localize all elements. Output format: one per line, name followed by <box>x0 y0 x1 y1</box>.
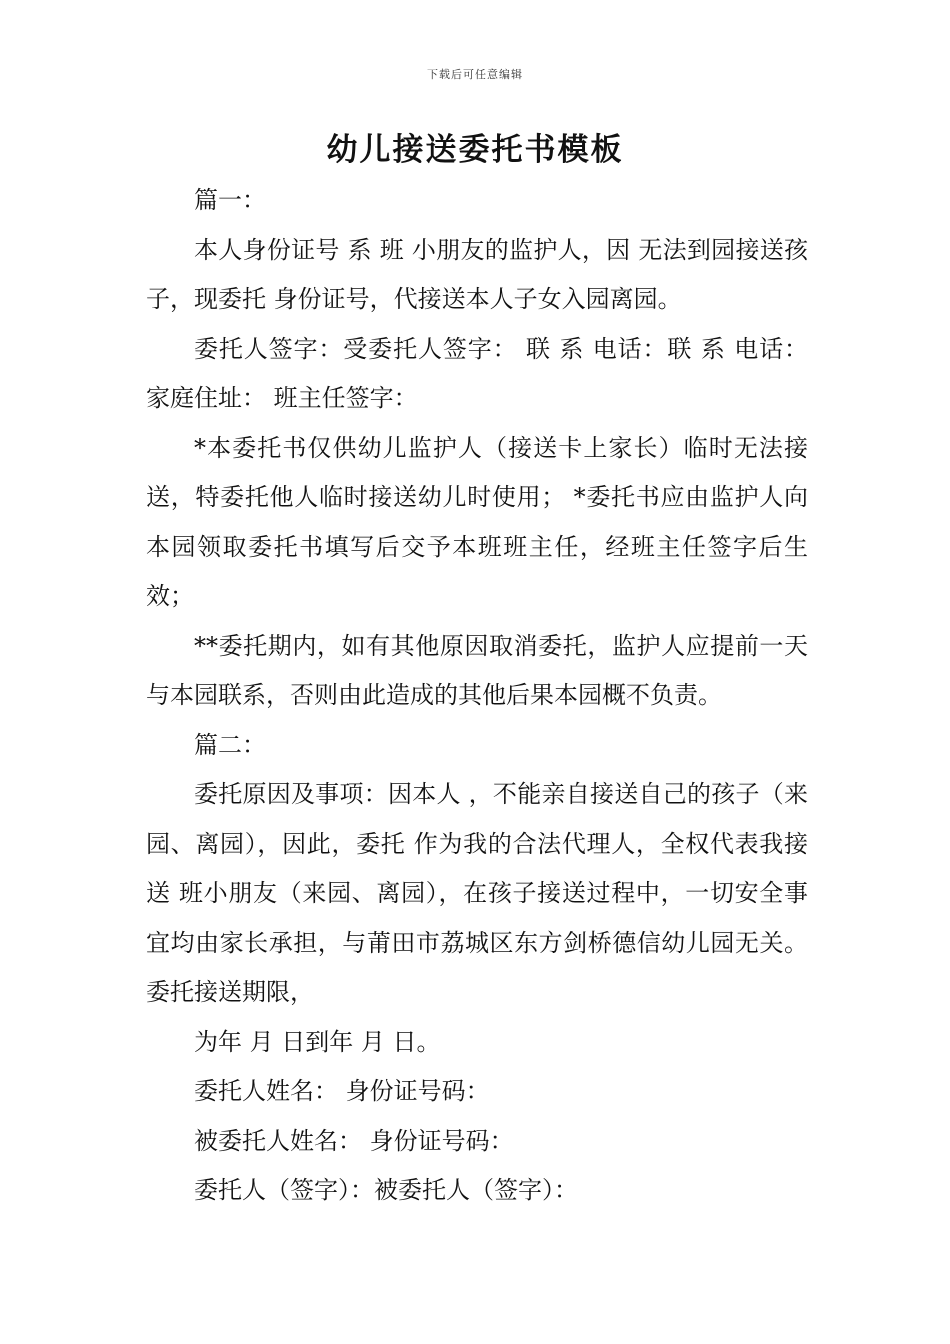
document-body <box>146 176 808 1216</box>
paragraph: 为年 月 日到年 月 日。 <box>194 1027 441 1056</box>
paragraph: *本委托书仅供幼儿监护人（接送卡上家长）临时无法接送，特委托他人临时接送幼儿时使用； *委托书应由监护人向本园领取委托书填写后交予本班班主任，经班主任签字后生效； <box>146 433 808 610</box>
section-heading-2: 篇二： <box>194 730 266 759</box>
section-heading-1: 篇一： <box>194 186 266 214</box>
document-title: 幼儿接送委托书模板 <box>326 132 624 168</box>
signature-line: 委托人（签字）：被委托人（签字）： <box>194 1176 578 1204</box>
paragraph: **委托期内，如有其他原因取消委托，监护人应提前一天与本园联系，否则由此造成的其他后果本园概不负责。 <box>146 631 808 709</box>
paragraph: 委托人签字：受委托人签字： 联 系 电话：联 系 电话：家庭住址： 班主任签字： <box>146 334 808 412</box>
header-note: 下载后可任意编辑 <box>427 68 523 81</box>
paragraph: 委托原因及事项：因本人 ，不能亲自接送自己的孩子（来园、离园），因此，委托 作为我的合法代理人，全权代表我接送 班小朋友（来园、离园），在孩子接送过程中，一切安全事宜均由家长承担，与莆田市荔城区东方剑桥德信幼儿园无关。委托接送期限， <box>146 780 808 1006</box>
signature-line: 被委托人姓名： 身份证号码： <box>194 1126 514 1155</box>
signature-line: 委托人姓名： 身份证号码： <box>194 1077 490 1105</box>
paragraph: 本人身份证号 系 班 小朋友的监护人，因 无法到园接送孩子，现委托 身份证号，代接送本人子女入园离园。 <box>146 235 808 313</box>
